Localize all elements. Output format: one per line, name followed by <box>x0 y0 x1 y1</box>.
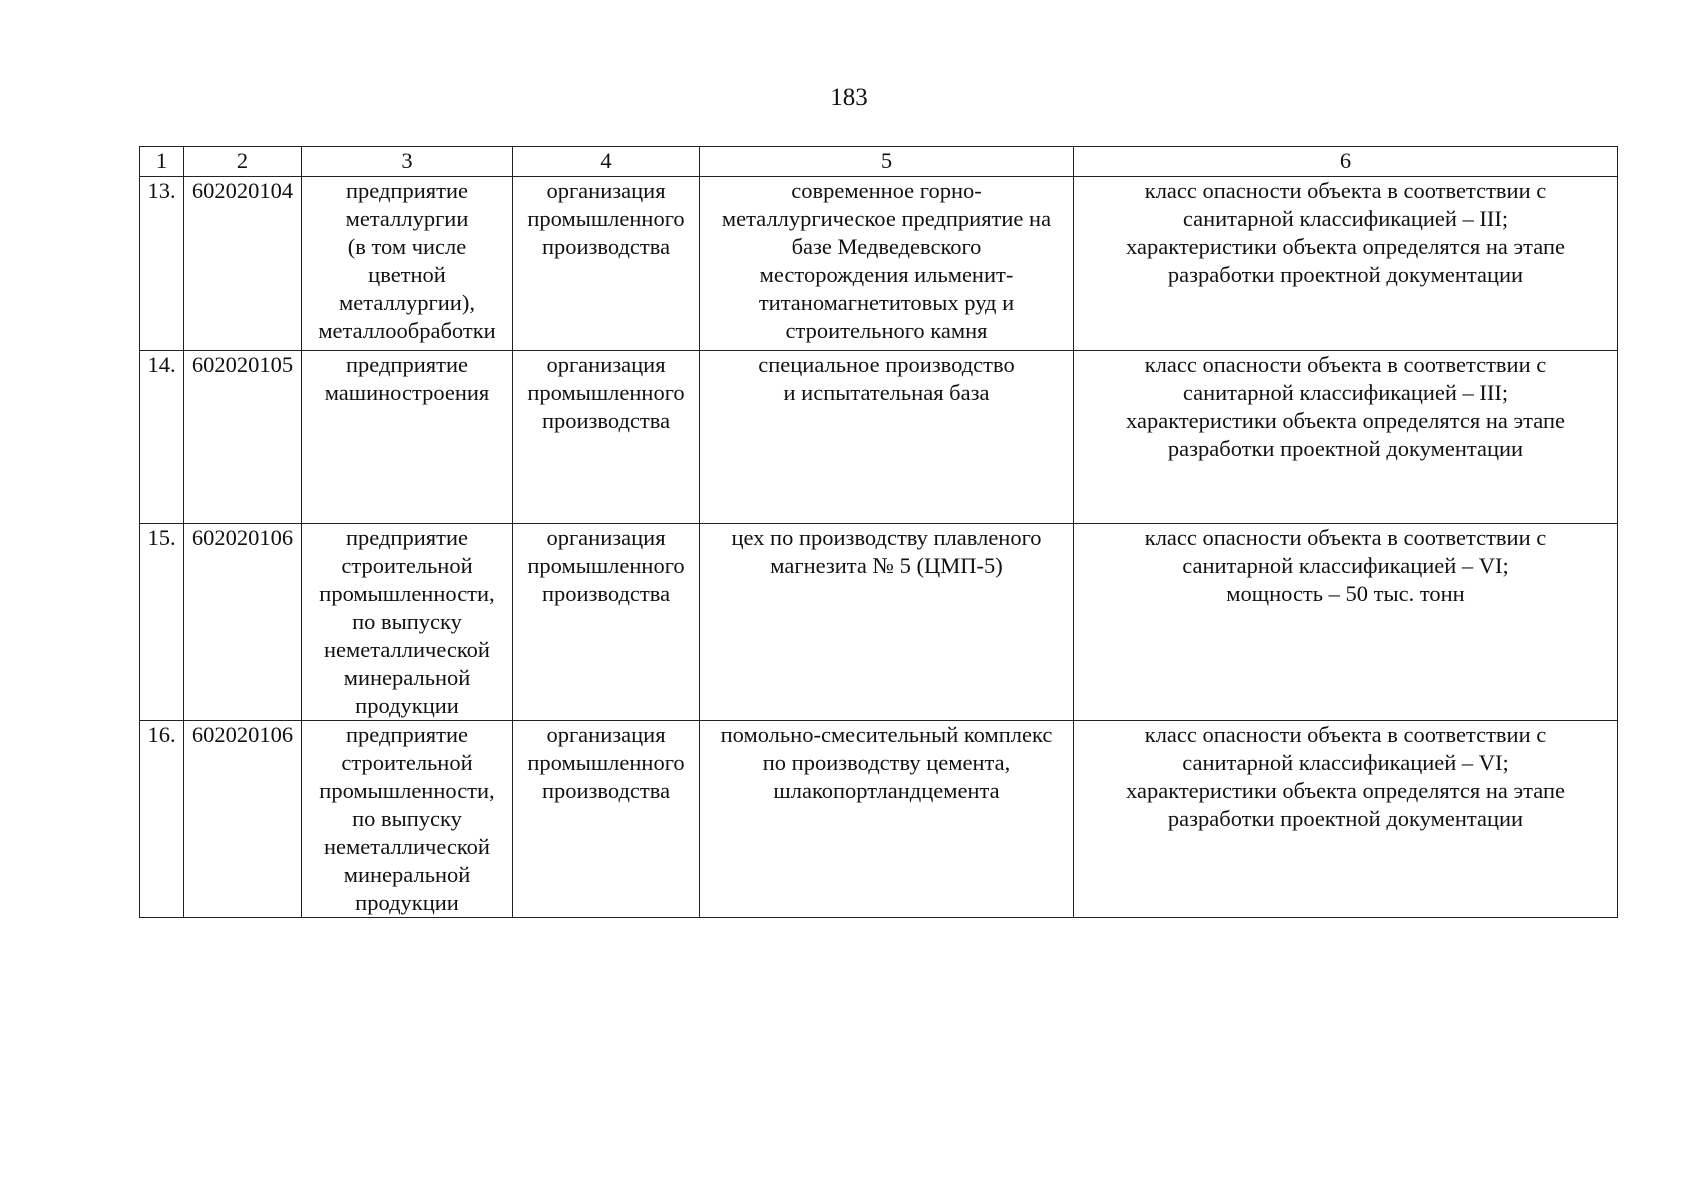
object-code: 602020106 <box>184 721 302 918</box>
header-col-5: 5 <box>700 147 1074 177</box>
table-row <box>140 351 1618 524</box>
object-purpose: организация промышленного производства <box>513 524 700 721</box>
object-code: 602020106 <box>184 524 302 721</box>
row-number: 13. <box>140 177 184 351</box>
object-type: предприятие строительной промышленности, по выпуску неметаллической минеральной продукции <box>302 721 513 918</box>
table-row <box>140 177 1618 351</box>
page-number: 183 <box>830 84 868 111</box>
object-code: 602020105 <box>184 351 302 524</box>
object-purpose: организация промышленного производства <box>513 351 700 524</box>
header-col-1: 1 <box>140 147 184 177</box>
object-name: цех по производству плавленого магнезита № 5 (ЦМП-5) <box>700 524 1074 721</box>
row-number: 15. <box>140 524 184 721</box>
objects-table <box>139 146 1618 918</box>
object-name: специальное производство и испытательная база <box>700 351 1074 524</box>
header-col-3: 3 <box>302 147 513 177</box>
row-number: 16. <box>140 721 184 918</box>
object-type: предприятие строительной промышленности, по выпуску неметаллической минеральной продукции <box>302 524 513 721</box>
object-characteristics: класс опасности объекта в соответствии с санитарной классификацией – VI; мощность – 50 тыс. тонн <box>1074 524 1618 721</box>
table-row <box>140 721 1618 918</box>
header-row <box>140 147 1618 177</box>
header-col-4: 4 <box>513 147 700 177</box>
object-characteristics: класс опасности объекта в соответствии с санитарной классификацией – III; характеристики объекта определятся на этапе разработки проектной документации <box>1074 177 1618 351</box>
object-name: помольно-смесительный комплекс по производству цемента, шлакопортландцемента <box>700 721 1074 918</box>
header-col-2: 2 <box>184 147 302 177</box>
header-col-6: 6 <box>1074 147 1618 177</box>
object-characteristics: класс опасности объекта в соответствии с санитарной классификацией – VI; характеристики объекта определятся на этапе разработки проектной документации <box>1074 721 1618 918</box>
object-purpose: организация промышленного производства <box>513 177 700 351</box>
object-type: предприятие металлургии (в том числе цветной металлургии), металлообработки <box>302 177 513 351</box>
object-characteristics: класс опасности объекта в соответствии с санитарной классификацией – III; характеристики объекта определятся на этапе разработки проектной документации <box>1074 351 1618 524</box>
object-name: современное горно- металлургическое предприятие на базе Медведевского месторождения ильменит- титаномагнетитовых руд и строительного камня <box>700 177 1074 351</box>
table-body <box>140 177 1618 918</box>
object-purpose: организация промышленного производства <box>513 721 700 918</box>
row-number: 14. <box>140 351 184 524</box>
object-code: 602020104 <box>184 177 302 351</box>
table-header <box>140 147 1618 177</box>
table-row <box>140 524 1618 721</box>
object-type: предприятие машиностроения <box>302 351 513 524</box>
